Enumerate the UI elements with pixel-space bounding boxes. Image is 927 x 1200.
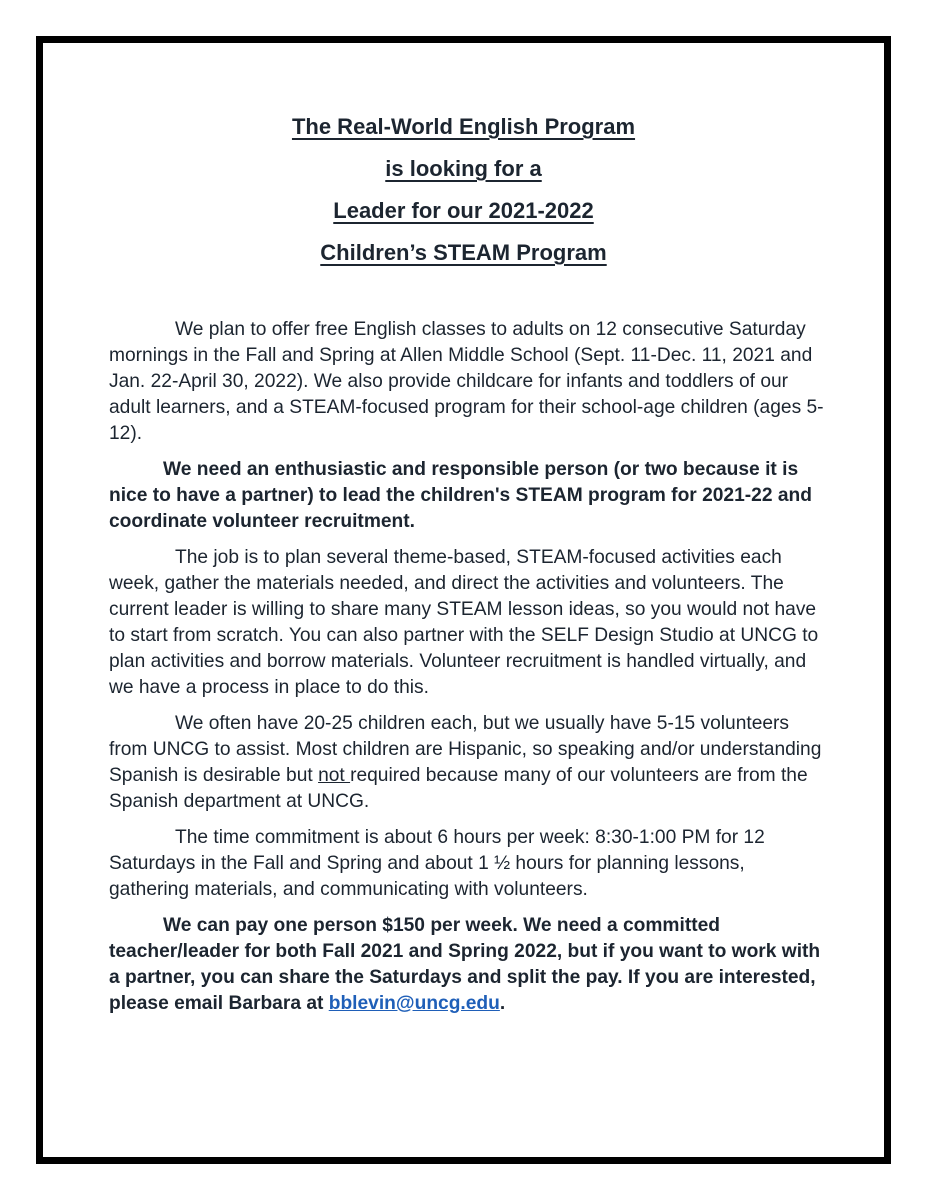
email-link[interactable]: bblevin@uncg.edu xyxy=(328,993,500,1014)
title-line-4: Children’s STEAM Program xyxy=(320,240,607,265)
not-emphasis: not xyxy=(318,765,351,786)
need-leader-paragraph: We need an enthusiastic and responsible person (or two because it is nice to have a partner) to lead the children's STEAM program for 2021-22 and coordinate volunteer recruitment. xyxy=(109,459,812,532)
flyer-body xyxy=(109,317,825,1027)
time-commitment-paragraph: The time commitment is about 6 hours per week: 8:30-1:00 PM for 12 Saturdays in the Fall and Spring and about 1 ½ hours for planning lessons, gathering materials, and communicating with volunteers. xyxy=(109,827,765,900)
pay-contact-paragraph: We can pay one person $150 per week. We need a committed teacher/leader for both Fall 2021 and Spring 2022, but if you want to work with a partner, you can share the Saturdays and split the pay. If you are interested, please email Barbara at bblevin@uncg.edu. xyxy=(109,915,821,1014)
flyer-title xyxy=(0,106,927,274)
children-volunteers-paragraph: We often have 20-25 children each, but we usually have 5-15 volunteers from UNCG to assist. Most children are Hispanic, so speaking and/or understanding Spanish is desirable but not required because many of our volunteers are from the Spanish department at UNCG. xyxy=(109,713,822,812)
title-line-2: is looking for a xyxy=(385,156,542,181)
program-description-paragraph: We plan to offer free English classes to adults on 12 consecutive Saturday mornings in the Fall and Spring at Allen Middle School (Sept. 11-Dec. 11, 2021 and Jan. 22-April 30, 2022). We also provide childcare for infants and toddlers of our adult learners, and a STEAM-focused program for their school-age children (ages 5-12). xyxy=(109,319,824,444)
job-description-paragraph: The job is to plan several theme-based, STEAM-focused activities each week, gather the materials needed, and direct the activities and volunteers. The current leader is willing to share many STEAM lesson ideas, so you would not have to start from scratch. You can also partner with the SELF Design Studio at UNCG to plan activities and borrow materials. Volunteer recruitment is handled virtually, and we have a process in place to do this. xyxy=(109,547,819,698)
title-line-1: The Real-World English Program xyxy=(291,114,636,139)
title-line-3: Leader for our 2021-2022 xyxy=(333,198,594,223)
